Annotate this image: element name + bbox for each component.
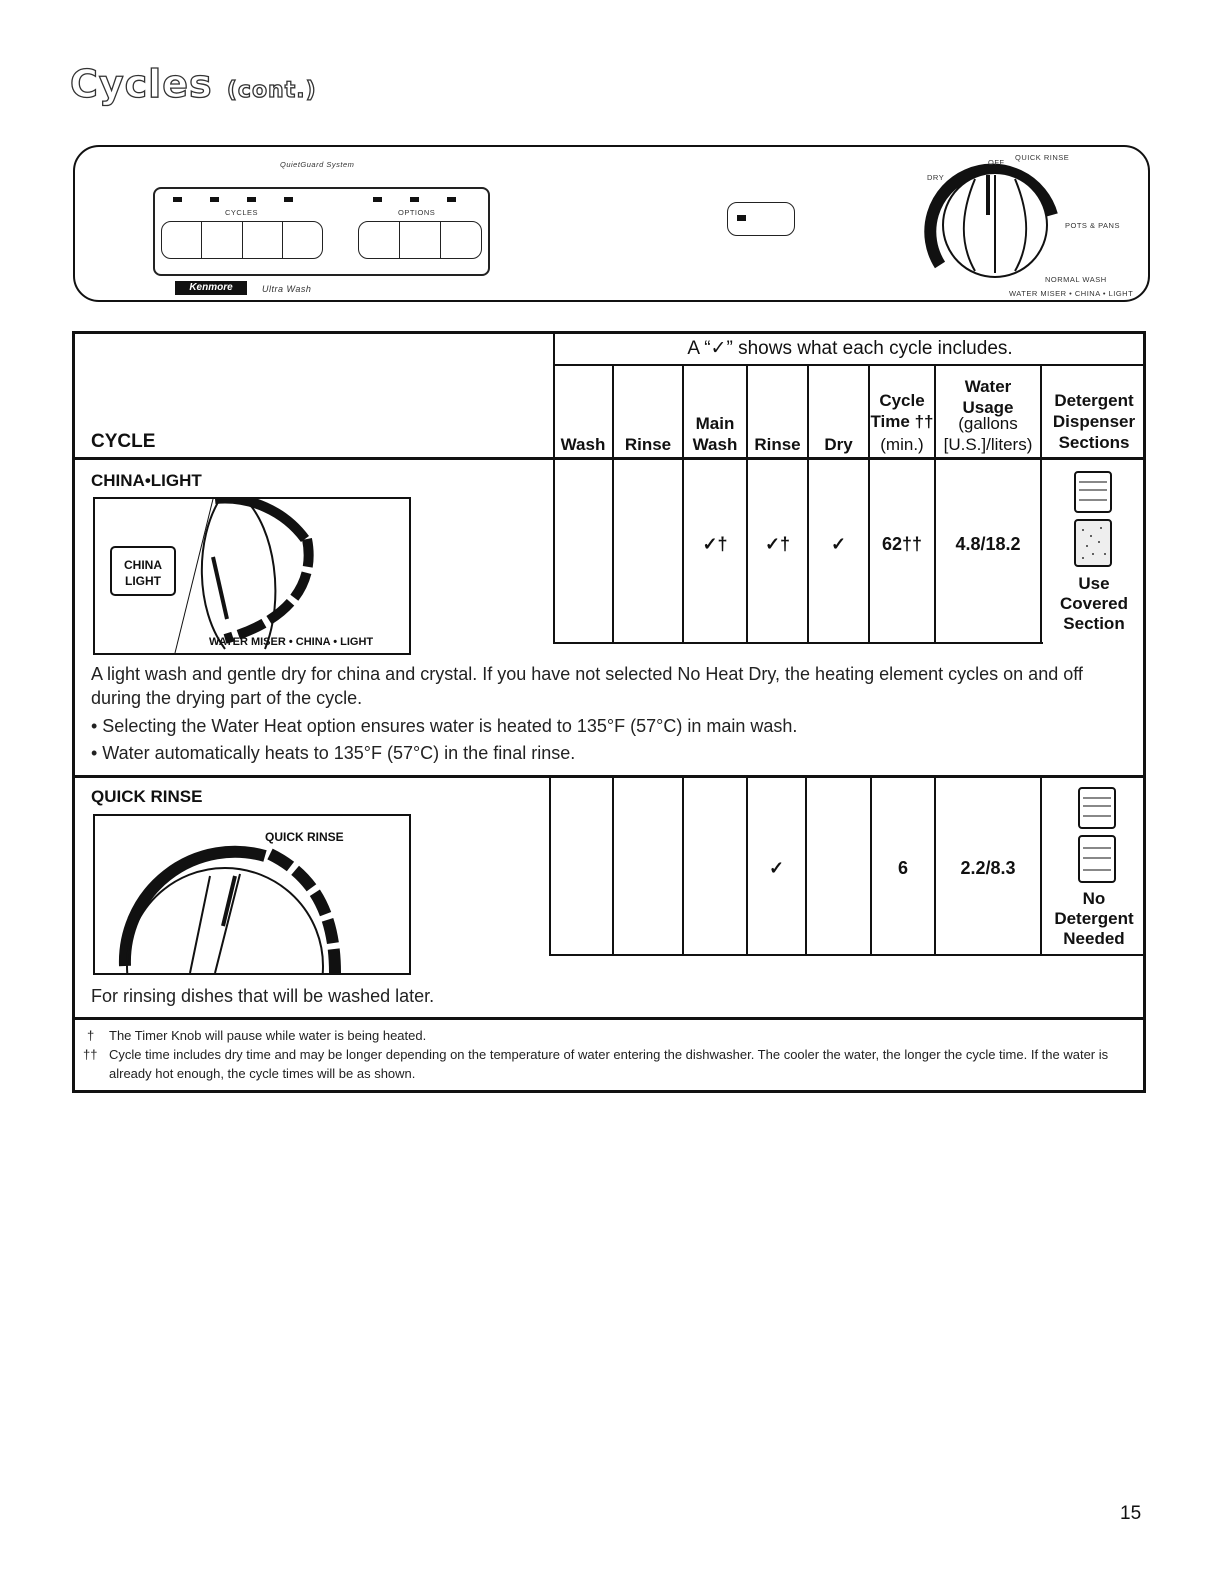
- china-light-dry: ✓: [830, 534, 847, 554]
- row-title-quick-rinse: QUICK RINSE: [91, 787, 203, 806]
- control-panel-illustration: [73, 145, 1150, 302]
- col-cycle-time: Cycle Time ††: [870, 391, 934, 431]
- col-dry: Dry: [824, 435, 853, 454]
- dial-pots-label: POTS & PANS: [1065, 221, 1120, 230]
- brand-text: Kenmore: [189, 282, 233, 293]
- col-line: [549, 777, 551, 955]
- table-caption: A “✓” shows what each cycle includes.: [553, 334, 1145, 366]
- quick-rinse-dial-icon: [95, 816, 409, 973]
- col-rinse: Rinse: [624, 435, 672, 454]
- cycles-label: CYCLES: [225, 208, 259, 217]
- china-light-rinse: ✓†: [764, 534, 791, 554]
- dial-bottom-label: WATER MISER • CHINA • LIGHT: [1009, 289, 1134, 298]
- china-light-image-caption: WATER MISER • CHINA • LIGHT: [209, 636, 374, 648]
- dial-quick-rinse-label: QUICK RINSE: [1015, 153, 1070, 162]
- col-line: [612, 777, 614, 955]
- footnote-2-text: Cycle time includes dry time and may be longer depending on the temperature of water entering the dishwasher. The cooler the water, the longer the cycle time. If the water is already hot enough, the cycle times will be as shown.: [109, 1047, 1109, 1081]
- china-light-detergent-note: Use Covered Section: [1059, 574, 1129, 633]
- detergent-dispenser-icon: [1077, 786, 1117, 886]
- cycles-buttons: [161, 221, 323, 259]
- quick-rinse-dial-image: [93, 814, 411, 975]
- cycle-table: [72, 331, 1146, 1093]
- china-label: CHINA: [124, 558, 162, 572]
- quick-rinse-image-caption: QUICK RINSE: [265, 830, 344, 844]
- brand-logo: [175, 281, 247, 295]
- col-line: [805, 777, 807, 955]
- row-title-china-light: CHINA•LIGHT: [91, 471, 202, 490]
- col-wash: Wash: [560, 435, 606, 454]
- china-light-dial-image: [93, 497, 411, 655]
- quick-rinse-cycle-time: 6: [897, 858, 908, 878]
- system-label: QuietGuard System: [280, 160, 355, 169]
- footnote-1-mark: †: [87, 1028, 95, 1043]
- col-detergent: Detergent Dispenser Sections: [1052, 391, 1136, 452]
- china-light-bullet-2: • Water automatically heats to 135°F (57°C) in the final rinse.: [91, 743, 576, 763]
- china-light-cycle-time: 62††: [881, 534, 923, 554]
- china-light-button-label: [123, 557, 163, 589]
- title-text: Cycles: [70, 62, 213, 106]
- header-divider: [75, 457, 1143, 460]
- row-divider: [75, 775, 1143, 778]
- col-cycle-time-sub: (min.): [880, 435, 924, 454]
- footnote-1-text: The Timer Knob will pause while water is being heated.: [109, 1028, 427, 1043]
- row-1-bottom: [553, 642, 1043, 644]
- dial-off-label: OFF: [988, 158, 1005, 167]
- col-water-usage-sub: (gallons [U.S.]/liters): [943, 414, 1033, 454]
- col-rinse-2: Rinse: [754, 435, 801, 454]
- cycle-header: CYCLE: [91, 431, 156, 452]
- row-2-bottom: [549, 954, 1143, 956]
- page-title: [70, 62, 317, 106]
- china-light-main-wash: ✓†: [702, 534, 728, 554]
- water-heat-indicator: [727, 202, 795, 236]
- page-number: 15: [1120, 1503, 1142, 1524]
- light-label: LIGHT: [125, 574, 161, 588]
- footnote-2-mark: ††: [83, 1047, 98, 1062]
- quick-rinse-water-usage: 2.2/8.3: [960, 858, 1016, 878]
- col-water-usage: Water Usage: [962, 377, 1014, 417]
- china-light-bullet-1: • Selecting the Water Heat option ensures water is heated to 135°F (57°C) in main wash.: [91, 716, 798, 736]
- quick-rinse-description: For rinsing dishes that will be washed later.: [91, 986, 435, 1006]
- model-label: Ultra Wash: [262, 284, 312, 294]
- col-line: [682, 777, 684, 955]
- quick-rinse-rinse: ✓: [768, 858, 785, 878]
- quick-rinse-detergent-note: No Detergent Needed: [1054, 889, 1134, 948]
- col-line: [553, 458, 555, 643]
- options-buttons: [358, 221, 482, 259]
- detergent-dispenser-icon: [1073, 470, 1113, 570]
- footnote-divider: [75, 1017, 1143, 1020]
- title-suffix: (cont.): [226, 78, 317, 103]
- china-light-description: A light wash and gentle dry for china and crystal. If you have not selected No Heat Dry, the heating element cycles on and off during the drying part of the cycle.: [91, 664, 1083, 708]
- button-group: [153, 187, 490, 276]
- options-label: OPTIONS: [398, 208, 436, 217]
- china-light-water-usage: 4.8/18.2: [955, 534, 1021, 554]
- dial-normal-label: NORMAL WASH: [1045, 275, 1107, 284]
- col-main-wash: Main Wash: [692, 414, 738, 454]
- col-line: [612, 458, 614, 643]
- dial-dry-label: DRY: [927, 173, 945, 182]
